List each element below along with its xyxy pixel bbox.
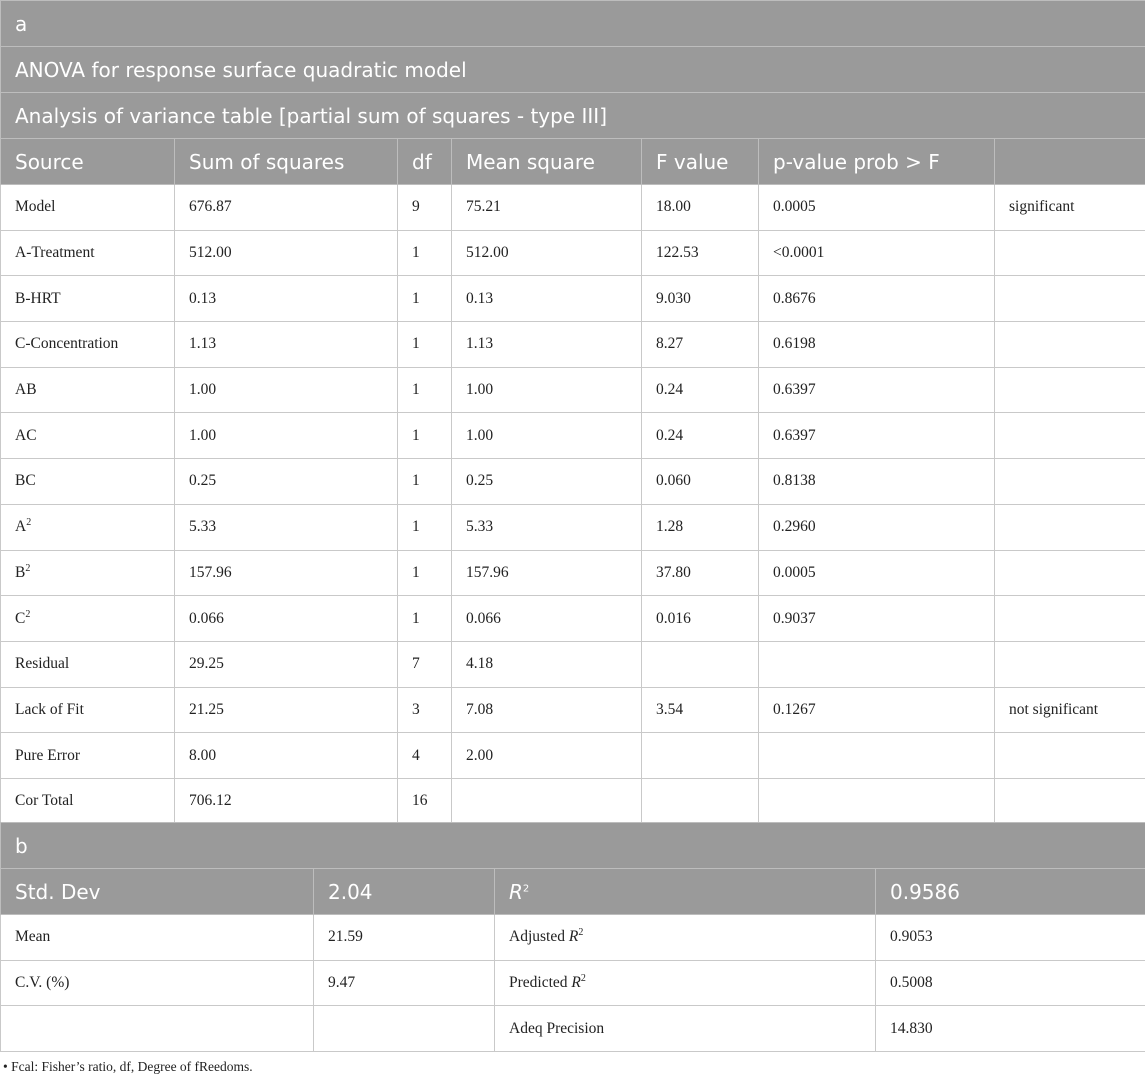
cell-p-value: 0.0005: [759, 550, 995, 596]
col-header-mean-square: Mean square: [452, 139, 642, 185]
cell-p-value: 0.0005: [759, 185, 995, 231]
source-name: BC: [15, 472, 36, 490]
cell-source: [1, 367, 175, 413]
fit-row: [1, 960, 1145, 1006]
table-row: [1, 596, 1145, 642]
table-footnote: • Fcal: Fisher’s ratio, df, Degree of fReedoms.: [3, 1059, 253, 1074]
cell-mean-square: 4.18: [452, 641, 642, 687]
fit-stat-label: C.V. (%): [1, 960, 314, 1006]
cell-df: 16: [398, 778, 452, 824]
cell-mean-square: 1.00: [452, 413, 642, 459]
cell-f-value: 37.80: [642, 550, 759, 596]
source-name: Cor Total: [15, 792, 74, 810]
fit-stat-value: 21.59: [314, 915, 495, 961]
fit-r-stat-label: [495, 1006, 876, 1052]
source-name: AC: [15, 426, 37, 444]
std-dev-value: 2.04: [314, 869, 495, 915]
cell-note: significant: [995, 185, 1145, 231]
source-name: Residual: [15, 655, 70, 673]
cell-f-value: 122.53: [642, 230, 759, 276]
col-header-f-value: F value: [642, 139, 759, 185]
cell-note: [995, 778, 1145, 824]
cell-note: [995, 459, 1145, 505]
cell-note: [995, 550, 1145, 596]
cell-sum-of-squares: 512.00: [175, 230, 398, 276]
cell-note: [995, 367, 1145, 413]
cell-p-value: 0.6198: [759, 322, 995, 368]
table-row: [1, 230, 1145, 276]
fit-r-stat-label: [495, 915, 876, 961]
cell-p-value: <0.0001: [759, 230, 995, 276]
cell-sum-of-squares: 21.25: [175, 687, 398, 733]
cell-mean-square: [452, 778, 642, 824]
cell-df: 1: [398, 504, 452, 550]
cell-mean-square: 157.96: [452, 550, 642, 596]
table-row: [1, 185, 1145, 231]
cell-f-value: 0.24: [642, 413, 759, 459]
cell-f-value: 1.28: [642, 504, 759, 550]
cell-df: 1: [398, 550, 452, 596]
cell-f-value: [642, 641, 759, 687]
fit-stat-value: 9.47: [314, 960, 495, 1006]
cell-p-value: 0.9037: [759, 596, 995, 642]
table-row: [1, 459, 1145, 505]
cell-p-value: [759, 641, 995, 687]
cell-sum-of-squares: 8.00: [175, 733, 398, 779]
cell-sum-of-squares: 676.87: [175, 185, 398, 231]
fit-r-symbol: R: [568, 928, 579, 946]
source-exponent: 2: [26, 517, 32, 528]
fit-r-symbol: R: [571, 974, 581, 992]
cell-note: not significant: [995, 687, 1145, 733]
fit-r-stat-value: 0.9053: [876, 915, 1145, 961]
cell-source: [1, 778, 175, 824]
column-header-row: [1, 139, 1145, 185]
table-row: [1, 778, 1145, 824]
cell-note: [995, 413, 1145, 459]
cell-sum-of-squares: 0.066: [175, 596, 398, 642]
fit-statistics-table: [0, 822, 1145, 1052]
cell-p-value: 0.1267: [759, 687, 995, 733]
table-subtitle: Analysis of variance table [partial sum of squares - type III]: [1, 93, 1145, 139]
source-name: B: [15, 563, 26, 581]
cell-df: 1: [398, 596, 452, 642]
cell-df: 1: [398, 230, 452, 276]
source-name: Model: [15, 198, 56, 216]
cell-note: [995, 641, 1145, 687]
cell-sum-of-squares: 157.96: [175, 550, 398, 596]
cell-mean-square: 1.13: [452, 322, 642, 368]
table-row: [1, 687, 1145, 733]
cell-sum-of-squares: 1.00: [175, 367, 398, 413]
source-name: A: [15, 518, 27, 536]
cell-source: [1, 550, 175, 596]
source-name: AB: [15, 381, 37, 399]
table-row: [1, 276, 1145, 322]
cell-df: 1: [398, 413, 452, 459]
cell-mean-square: 7.08: [452, 687, 642, 733]
fit-row: [1, 1006, 1145, 1052]
cell-source: [1, 504, 175, 550]
cell-source: [1, 641, 175, 687]
cell-mean-square: 2.00: [452, 733, 642, 779]
cell-source: [1, 276, 175, 322]
source-name: C-Concentration: [15, 335, 119, 353]
fit-r-stat-text: Adjusted: [509, 928, 569, 946]
cell-note: [995, 276, 1145, 322]
cell-note: [995, 230, 1145, 276]
cell-mean-square: 0.066: [452, 596, 642, 642]
section-a-label: a: [1, 1, 1145, 47]
cell-df: 1: [398, 367, 452, 413]
table-title: ANOVA for response surface quadratic model: [1, 47, 1145, 93]
r-squared-symbol: R: [509, 879, 523, 904]
col-header-source: Source: [1, 139, 175, 185]
cell-df: 4: [398, 733, 452, 779]
source-name: C: [15, 609, 26, 627]
cell-source: [1, 596, 175, 642]
cell-f-value: 0.060: [642, 459, 759, 505]
r-squared-label: [495, 869, 876, 915]
cell-df: 3: [398, 687, 452, 733]
cell-sum-of-squares: 0.13: [175, 276, 398, 322]
fit-row: [1, 915, 1145, 961]
cell-p-value: 0.8138: [759, 459, 995, 505]
cell-p-value: 0.8676: [759, 276, 995, 322]
col-header-sum-of-squares: Sum of squares: [175, 139, 398, 185]
cell-f-value: 3.54: [642, 687, 759, 733]
cell-p-value: 0.6397: [759, 367, 995, 413]
cell-p-value: [759, 733, 995, 779]
cell-mean-square: 0.25: [452, 459, 642, 505]
source-name: Pure Error: [15, 746, 80, 764]
r-squared-value: 0.9586: [876, 869, 1145, 915]
cell-sum-of-squares: 1.00: [175, 413, 398, 459]
table-row: [1, 733, 1145, 779]
source-exponent: 2: [25, 562, 31, 574]
cell-note: [995, 596, 1145, 642]
cell-source: [1, 733, 175, 779]
cell-mean-square: 1.00: [452, 367, 642, 413]
cell-p-value: 0.6397: [759, 413, 995, 459]
cell-note: [995, 322, 1145, 368]
cell-sum-of-squares: 5.33: [175, 504, 398, 550]
cell-df: 1: [398, 322, 452, 368]
cell-sum-of-squares: 29.25: [175, 641, 398, 687]
source-name: Lack of Fit: [15, 700, 84, 718]
fit-r-stat-text: Adeq Precision: [509, 1019, 605, 1037]
source-exponent: 2: [25, 608, 31, 620]
cell-f-value: 0.016: [642, 596, 759, 642]
table-row: [1, 504, 1145, 550]
table-row: [1, 413, 1145, 459]
table-row: [1, 641, 1145, 687]
cell-source: [1, 413, 175, 459]
fit-r-stat-value: 0.5008: [876, 960, 1145, 1006]
fit-r-stat-value: 14.830: [876, 1006, 1145, 1052]
cell-f-value: [642, 733, 759, 779]
cell-mean-square: 512.00: [452, 230, 642, 276]
cell-source: [1, 230, 175, 276]
cell-mean-square: 75.21: [452, 185, 642, 231]
source-name: A-Treatment: [15, 244, 95, 262]
cell-sum-of-squares: 0.25: [175, 459, 398, 505]
fit-header-row: [1, 869, 1145, 915]
std-dev-label: Std. Dev: [1, 869, 314, 915]
col-header-df: df: [398, 139, 452, 185]
cell-f-value: [642, 778, 759, 824]
cell-f-value: 9.030: [642, 276, 759, 322]
fit-stat-label: Mean: [1, 915, 314, 961]
table-row: [1, 550, 1145, 596]
r-squared-exponent: 2: [522, 882, 530, 894]
fit-r-stat-label: [495, 960, 876, 1006]
cell-f-value: 0.24: [642, 367, 759, 413]
cell-f-value: 18.00: [642, 185, 759, 231]
table-row: [1, 322, 1145, 368]
cell-df: 1: [398, 276, 452, 322]
cell-sum-of-squares: 1.13: [175, 322, 398, 368]
cell-p-value: [759, 778, 995, 824]
cell-sum-of-squares: 706.12: [175, 778, 398, 824]
cell-p-value: 0.2960: [759, 504, 995, 550]
cell-df: 9: [398, 185, 452, 231]
cell-mean-square: 0.13: [452, 276, 642, 322]
cell-f-value: 8.27: [642, 322, 759, 368]
col-header-p-value: p-value prob > F: [759, 139, 995, 185]
col-header-note: [995, 139, 1145, 185]
cell-source: [1, 687, 175, 733]
section-b-label: b: [1, 823, 1145, 869]
fit-stat-value: [314, 1006, 495, 1052]
fit-r-exponent: 2: [580, 972, 586, 984]
cell-df: 7: [398, 641, 452, 687]
fit-r-stat-text: Predicted: [509, 974, 572, 992]
cell-mean-square: 5.33: [452, 504, 642, 550]
table-row: [1, 367, 1145, 413]
fit-r-exponent: 2: [578, 927, 584, 939]
cell-source: [1, 185, 175, 231]
cell-note: [995, 504, 1145, 550]
cell-df: 1: [398, 459, 452, 505]
cell-note: [995, 733, 1145, 779]
fit-stat-label: [1, 1006, 314, 1052]
cell-source: [1, 322, 175, 368]
source-name: B-HRT: [15, 289, 61, 307]
cell-source: [1, 459, 175, 505]
